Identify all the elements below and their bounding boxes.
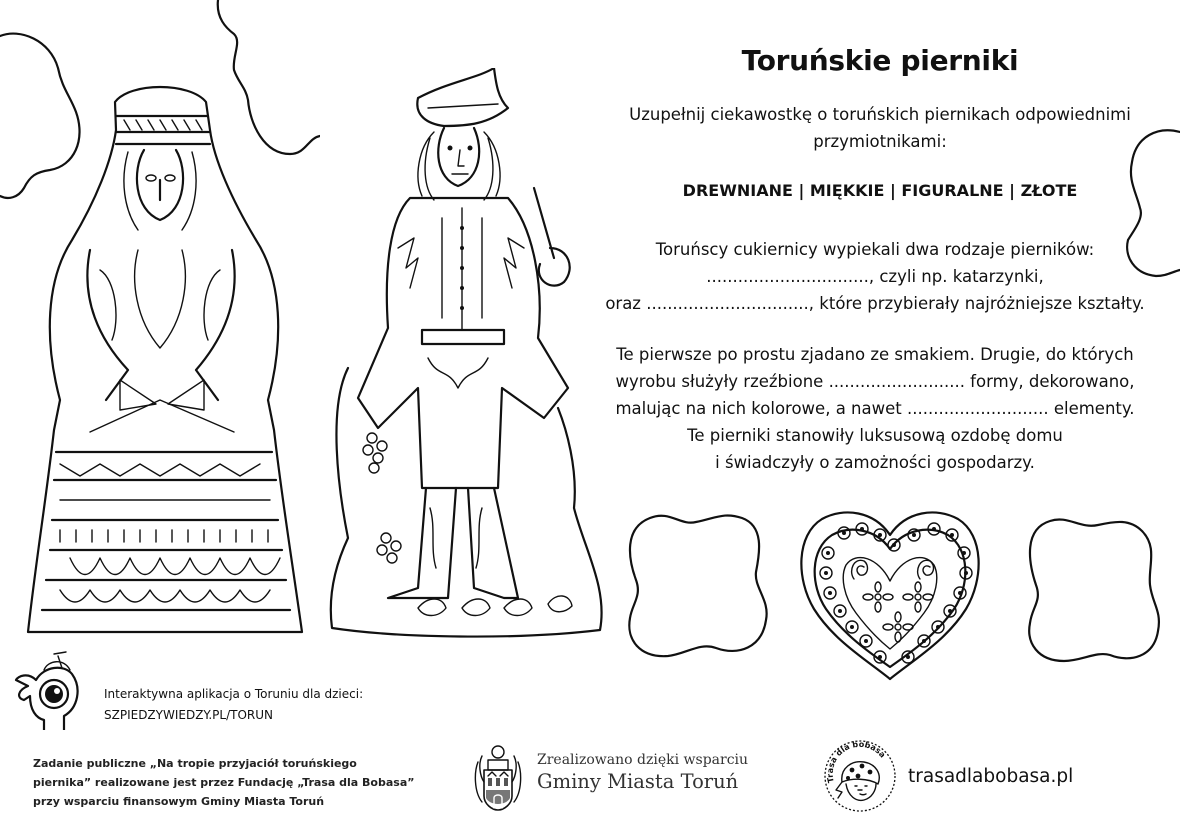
city-support-credit: [537, 752, 748, 793]
city-support-line1: Zrealizowano dzięki wsparciu: [537, 752, 749, 768]
paragraph-line-blank: wyrobu służyły rzeźbione .......................... formy, dekorowano,: [615, 372, 1135, 391]
worksheet-title: Toruńskie pierniki: [741, 44, 1019, 77]
instruction-line: Uzupełnij ciekawostkę o toruńskich piernikach odpowiednimi: [629, 105, 1131, 124]
app-promo: [104, 684, 363, 726]
gingerbread-nobleman-illustration: [318, 68, 608, 643]
instruction-text: [600, 101, 1160, 155]
city-support-line2: Gminy Miasta Toruń: [537, 770, 739, 793]
paragraph-line: Te pierwsze po prostu zjadano ze smakiem. Drugie, do których: [616, 345, 1134, 364]
fill-in-paragraph-1: [590, 236, 1160, 317]
website-link[interactable]: trasadlabobasa.pl: [908, 766, 1074, 787]
fill-in-paragraph-2: [590, 341, 1160, 476]
paragraph-line: i świadczyły o zamożności gospodarzy.: [715, 453, 1035, 472]
gingerbread-heart-illustration: [794, 505, 986, 683]
paragraph-line-blank: oraz ..............................., które przybierały najróżniejsze kształty.: [605, 294, 1145, 313]
note-line: przy wsparciu finansowym Gminy Miasta Toruń: [33, 795, 325, 808]
torun-city-crest-icon: [472, 742, 524, 812]
note-line: Zadanie publiczne „Na tropie przyjaciół toruńskiego: [33, 757, 357, 770]
app-promo-link[interactable]: SZPIEDZYWIEDZY.PL/TORUN: [104, 708, 273, 722]
blank-cloud-bottom-right: [1020, 515, 1170, 670]
logo-badge-text: [822, 738, 898, 814]
blank-cloud-bottom-left: [620, 508, 780, 668]
note-line: piernika” realizowane jest przez Fundację „Trasa dla Bobasa”: [33, 776, 415, 789]
instruction-line: przymiotnikami:: [813, 132, 947, 151]
gingerbread-woman-illustration: [20, 80, 310, 640]
app-promo-label: Interaktywna aplikacja o Toruniu dla dzieci:: [104, 687, 364, 701]
svg-text:Trasa dla bobasa: Trasa dla bobasa: [825, 739, 888, 784]
paragraph-line: Te pierniki stanowiły luksusową ozdobę domu: [687, 426, 1063, 445]
paragraph-line-blank: ..............................., czyli np. katarzynki,: [706, 267, 1044, 286]
paragraph-line-blank: malując na nich kolorowe, a nawet ........................... elementy.: [615, 399, 1135, 418]
word-bank: DREWNIANE | MIĘKKIE | FIGURALNE | ZŁOTE: [682, 181, 1078, 200]
spy-mascot-logo-icon: [14, 650, 84, 730]
paragraph-line: Toruńscy cukiernicy wypiekali dwa rodzaje pierników:: [655, 240, 1095, 259]
public-task-note: [33, 754, 415, 811]
